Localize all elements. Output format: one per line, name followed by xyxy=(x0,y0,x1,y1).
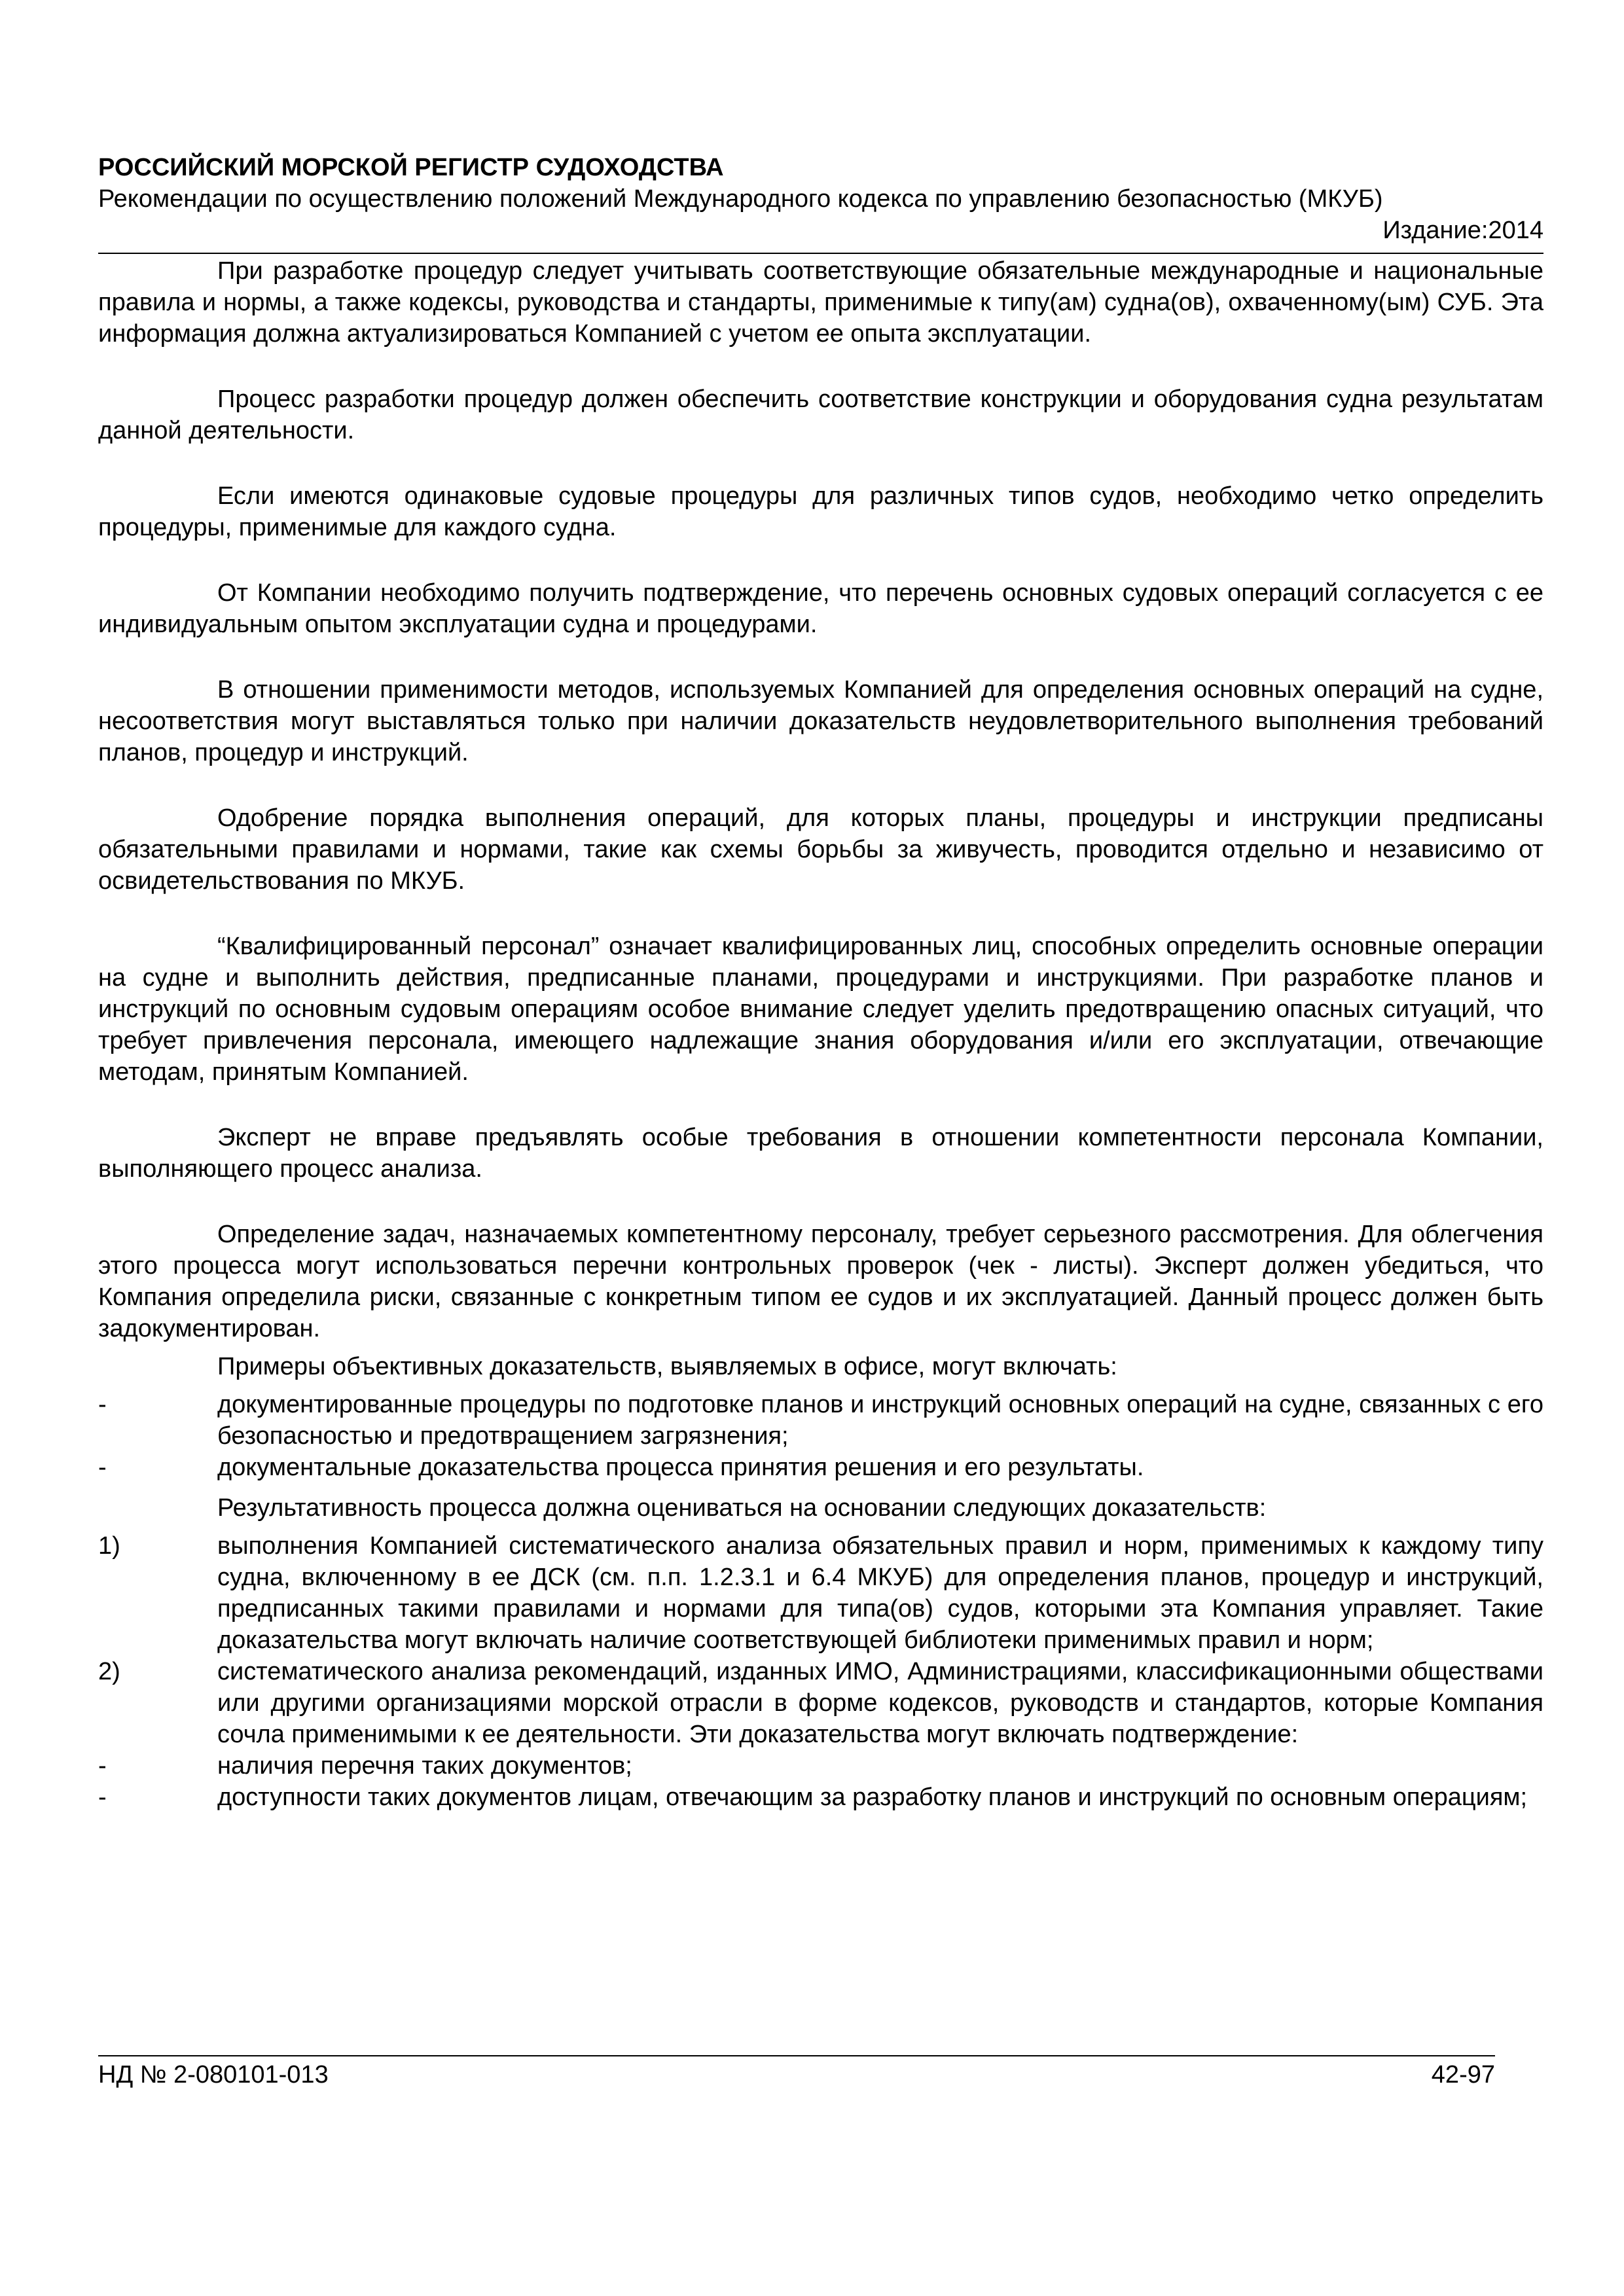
list-item-text: доступности таких документов лицам, отвечающим за разработку планов и инструкций по основным операциям; xyxy=(217,1784,1528,1811)
list-item xyxy=(98,1750,1543,1782)
document-subtitle: Рекомендации по осуществлению положений Международного кодекса по управлению безопасностью (МКУБ) xyxy=(98,185,1383,213)
paragraph: Определение задач, назначаемых компетентному персоналу, требует серьезного рассмотрения. Для облегчения этого процесса могут использоваться перечни контрольных проверок (чек - листы). Эксперт должен убедиться, что Компания определила риски, связанные с конкретным типом ее судов и их эксплуатацией. Данный процесс должен быть задокументирован. xyxy=(98,1221,1543,1342)
list-item xyxy=(98,1389,1543,1452)
paragraph: Процесс разработки процедур должен обеспечить соответствие конструкции и оборудования судна результатам данной деятельности. xyxy=(98,386,1543,444)
list-item-text: систематического анализа рекомендаций, изданных ИМО, Администрациями, классификационными обществами или другими организациями морской отрасли в форме кодексов, руководств и стандартов, которые Компания сочла применимыми к ее деятельности. Эти доказательства могут включать подтверждение: xyxy=(217,1658,1543,1748)
list-marker: - xyxy=(98,1391,107,1418)
document-header xyxy=(98,152,1543,246)
footer-divider xyxy=(98,2055,1495,2056)
document-number: НД № 2-080101-013 xyxy=(98,2061,329,2089)
effectiveness-intro: Результативность процесса должна оцениваться на основании следующих доказательств: xyxy=(217,1494,1267,1522)
list-marker: - xyxy=(98,1784,107,1811)
paragraph: Эксперт не вправе предъявлять особые требования в отношении компетентности персонала Компании, выполняющего процесс анализа. xyxy=(98,1124,1543,1183)
list-item-text: документальные доказательства процесса принятия решения и его результаты. xyxy=(217,1454,1144,1481)
numbered-list xyxy=(98,1530,1543,1750)
list-item-text: документированные процедуры по подготовке планов и инструкций основных операций на судне, связанных с его безопасностью и предотвращением загрязнения; xyxy=(217,1391,1543,1450)
document-body xyxy=(98,255,1543,1813)
list-marker: - xyxy=(98,1454,107,1481)
edition-label: Издание:2014 xyxy=(1382,217,1543,244)
list-item-text: выполнения Компанией систематического анализа обязательных правил и норм, применимых к каждому типу судна, включенному в ее ДСК (см. п.п. 1.2.3.1 и 6.4 МКУБ) для определения планов, процедур и инструкций, предписанных такими правилами и нормами для типа(ов) судов, которыми эта Компания управляет. Такие доказательства могут включать наличие соответствующей библиотеки применимых правил и норм; xyxy=(217,1532,1543,1654)
list-marker: 1) xyxy=(98,1532,120,1560)
paragraph: При разработке процедур следует учитывать соответствующие обязательные международные и национальные правила и нормы, а также кодексы, руководства и стандарты, применимые к типу(ам) судна(ов), охваченному(ым) СУБ. Эта информация должна актуализироваться Компанией с учетом ее опыта эксплуатации. xyxy=(98,257,1543,348)
paragraph: Если имеются одинаковые судовые процедуры для различных типов судов, необходимо четко определить процедуры, применимые для каждого судна. xyxy=(98,482,1543,541)
paragraph: В отношении применимости методов, используемых Компанией для определения основных операций на судне, несоответствия могут выставляться только при наличии доказательств неудовлетворительного выполнения требований планов, процедур и инструкций. xyxy=(98,676,1543,766)
list-item xyxy=(98,1782,1543,1813)
organization-name: РОССИЙСКИЙ МОРСКОЙ РЕГИСТР СУДОХОДСТВА xyxy=(98,154,724,181)
paragraph: От Компании необходимо получить подтверждение, что перечень основных судовых операций согласуется с ее индивидуальным опытом эксплуатации судна и процедурами. xyxy=(98,579,1543,638)
list-marker: - xyxy=(98,1752,107,1780)
paragraph: Примеры объективных доказательств, выявляемых в офисе, могут включать: xyxy=(217,1353,1117,1380)
list-marker: 2) xyxy=(98,1658,120,1685)
page-number: 42-97 xyxy=(1431,2061,1495,2089)
paragraph: Одобрение порядка выполнения операций, для которых планы, процедуры и инструкции предписаны обязательными правилами и нормами, такие как схемы борьбы за живучесть, проводится отдельно и независимо от освидетельствования по МКУБ. xyxy=(98,804,1543,895)
list-item xyxy=(98,1656,1543,1750)
header-divider xyxy=(98,253,1543,254)
list-item-text: наличия перечня таких документов; xyxy=(217,1752,632,1780)
list-item xyxy=(98,1530,1543,1656)
confirmation-list xyxy=(98,1750,1543,1813)
list-item xyxy=(98,1452,1543,1483)
office-evidence-list xyxy=(98,1389,1543,1483)
paragraph: “Квалифицированный персонал” означает квалифицированных лиц, способных определить основные операции на судне и выполнить действия, предписанные планами, процедурами и инструкциями. При разработке планов и инструкций по основным судовым операциям особое внимание следует уделить предотвращению опасных ситуаций, что требует привлечения персонала, имеющего надлежащие знания оборудования и/или его эксплуатации, отвечающие методам, принятым Компанией. xyxy=(98,933,1543,1086)
